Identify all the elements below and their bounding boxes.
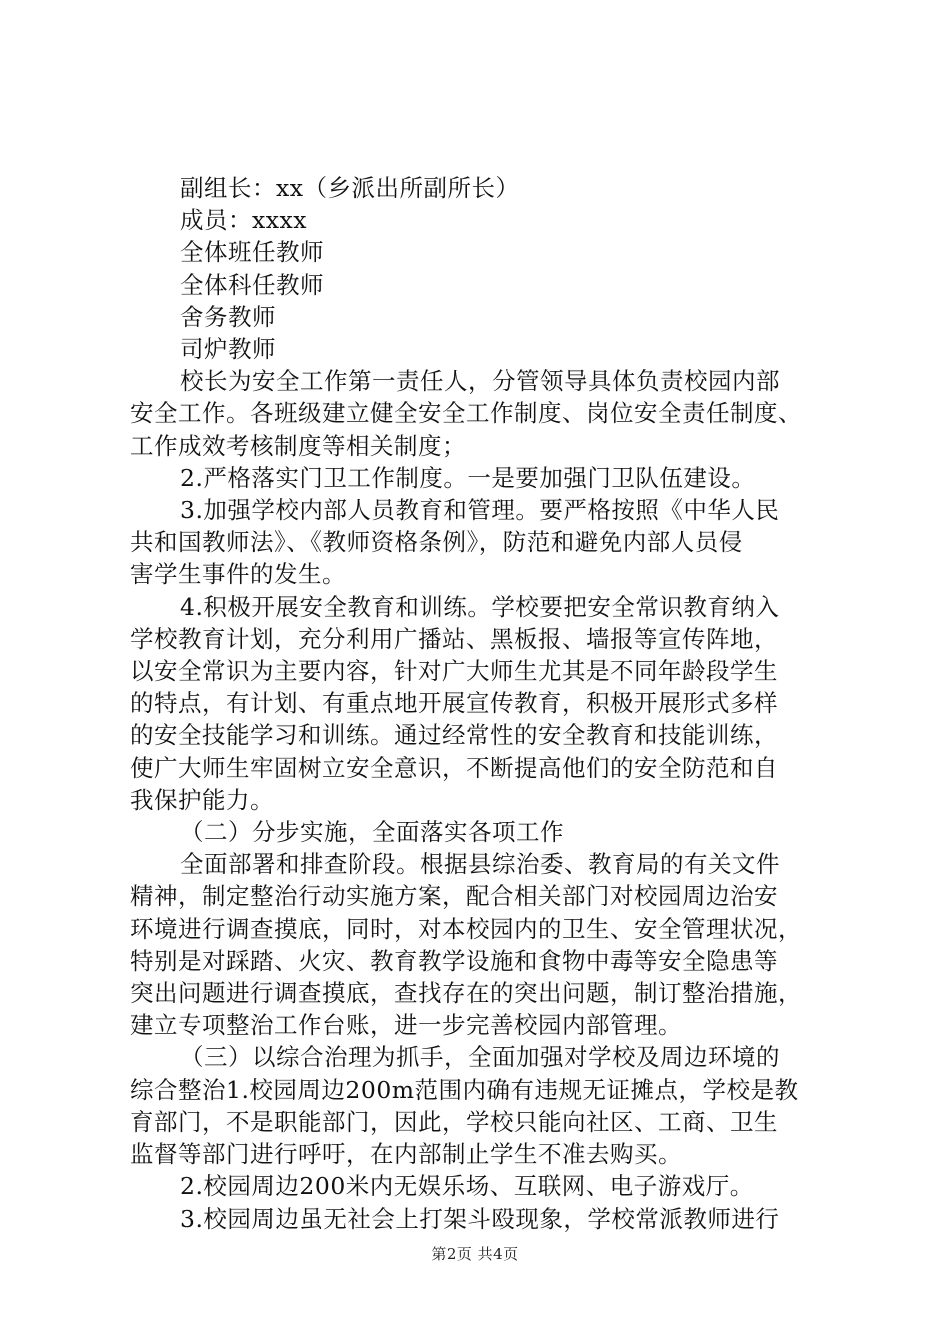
text-line: 精神，制定整治行动实施方案，配合相关部门对校园周边治安 bbox=[130, 882, 778, 911]
text-line: 3.加强学校内部人员教育和管理。要严格按照《中华人民 bbox=[180, 496, 780, 525]
text-line: 育部门，不是职能部门，因此，学校只能向社区、工商、卫生 bbox=[130, 1107, 778, 1136]
text-line: 副组长：xx（乡派出所副所长） bbox=[180, 174, 520, 202]
text-line: 我保护能力。 bbox=[130, 785, 274, 814]
text-line: 突出问题进行调查摸底，查找存在的突出问题，制订整治措施， bbox=[130, 979, 802, 1008]
text-line: 3.校园周边虽无社会上打架斗殴现象，学校常派教师进行 bbox=[180, 1204, 780, 1233]
text-line: 监督等部门进行呼吁，在内部制止学生不准去购买。 bbox=[130, 1140, 682, 1169]
text-line: 的特点，有计划、有重点地开展宣传教育，积极开展形式多样 bbox=[130, 689, 778, 718]
text-line: 环境进行调查摸底，同时，对本校园内的卫生、安全管理状况， bbox=[130, 914, 802, 943]
page-number: 第2页 共4页 bbox=[431, 1245, 519, 1263]
text-line: 全体科任教师 bbox=[180, 270, 324, 299]
text-line: 以安全常识为主要内容，针对广大师生尤其是不同年龄段学生 bbox=[130, 657, 778, 686]
text-line: 的安全技能学习和训练。通过经常性的安全教育和技能训练， bbox=[130, 721, 778, 750]
text-line: 综合整治1.校园周边200m范围内确有违规无证摊点，学校是教 bbox=[130, 1075, 799, 1104]
text-line: 建立专项整治工作台账，进一步完善校园内部管理。 bbox=[130, 1011, 682, 1040]
text-line: 工作成效考核制度等相关制度； bbox=[130, 431, 466, 460]
section-heading: （二）分步实施，全面落实各项工作 bbox=[180, 818, 564, 847]
text-line: 4.积极开展安全教育和训练。学校要把安全常识教育纳入 bbox=[180, 592, 780, 621]
document-body bbox=[130, 172, 830, 1235]
text-line: 校长为安全工作第一责任人，分管领导具体负责校园内部 bbox=[180, 367, 780, 396]
text-line: 成员：xxxx bbox=[180, 206, 308, 235]
text-line: 全面部署和排查阶段。根据县综治委、教育局的有关文件 bbox=[180, 850, 780, 879]
section-heading: （三）以综合治理为抓手，全面加强对学校及周边环境的 bbox=[180, 1043, 780, 1072]
text-line: 特别是对踩踏、火灾、教育教学设施和食物中毒等安全隐患等 bbox=[130, 946, 778, 975]
text-line: 学校教育计划，充分利用广播站、黑板报、墙报等宣传阵地， bbox=[130, 624, 778, 653]
text-line: 2.校园周边200米内无娱乐场、互联网、电子游戏厅。 bbox=[180, 1172, 754, 1201]
text-line: 害学生事件的发生。 bbox=[130, 560, 346, 589]
text-line: 使广大师生牢固树立安全意识，不断提高他们的安全防范和自 bbox=[130, 753, 778, 782]
text-line: 全体班任教师 bbox=[180, 238, 324, 267]
text-line: 舍务教师 bbox=[180, 302, 276, 331]
text-line: 2.严格落实门卫工作制度。一是要加强门卫队伍建设。 bbox=[180, 463, 756, 492]
text-line: 共和国教师法》、《教师资格条例》，防范和避免内部人员侵 bbox=[130, 528, 743, 557]
text-line: 司炉教师 bbox=[180, 335, 276, 364]
text-line: 安全工作。各班级建立健全安全工作制度、岗位安全责任制度、 bbox=[130, 399, 802, 428]
